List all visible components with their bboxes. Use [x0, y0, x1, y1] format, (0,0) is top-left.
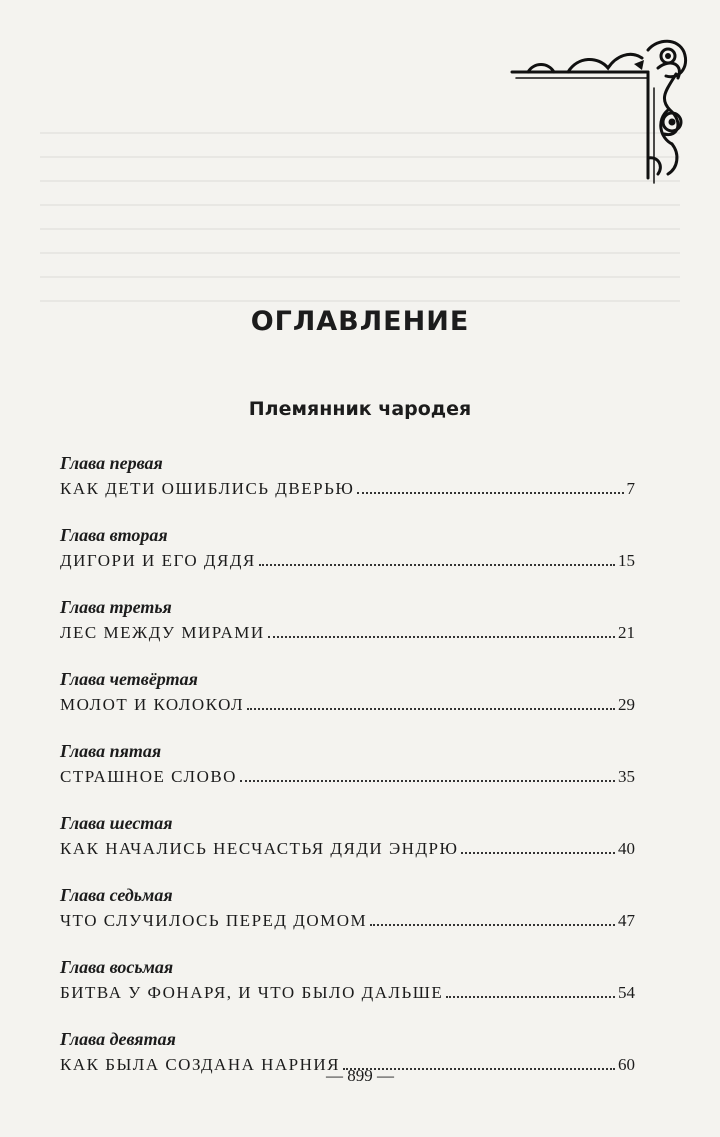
chapter-label: Глава девятая: [60, 1029, 176, 1049]
book-title: Племянник чародея: [248, 398, 472, 420]
chapter-title: КАК ДЕТИ ОШИБЛИСЬ ДВЕРЬЮ: [60, 479, 355, 498]
table-of-contents: [60, 452, 635, 1100]
chapter-label: Глава четвёртая: [60, 669, 198, 689]
chapter-title: ЛЕС МЕЖДУ МИРАМИ: [60, 623, 265, 642]
page-number: — 899 —: [326, 1066, 394, 1085]
toc-entry[interactable]: [60, 524, 635, 592]
page-heading: ОГЛАВЛЕНИЕ: [250, 306, 470, 337]
chapter-label: Глава пятая: [60, 741, 162, 761]
dot-leader: [370, 923, 615, 926]
dot-leader: [268, 635, 615, 638]
chapter-label: Глава первая: [60, 453, 163, 473]
toc-entry[interactable]: [60, 668, 635, 736]
chapter-page-number: 29: [618, 695, 635, 714]
toc-entry[interactable]: [60, 452, 635, 520]
chapter-title: МОЛОТ И КОЛОКОЛ: [60, 695, 245, 714]
chapter-title: КАК БЫЛА СОЗДАНА НАРНИЯ: [60, 1055, 341, 1074]
chapter-page-number: 7: [626, 479, 635, 498]
dot-leader: [259, 563, 615, 566]
dot-leader: [461, 851, 615, 854]
chapter-title: СТРАШНОЕ СЛОВО: [60, 767, 237, 786]
chapter-title: ДИГОРИ И ЕГО ДЯДЯ: [60, 551, 256, 570]
dot-leader: [240, 779, 615, 782]
dot-leader: [357, 491, 623, 494]
chapter-page-number: 47: [618, 911, 635, 930]
chapter-label: Глава шестая: [60, 813, 173, 833]
chapter-page-number: 21: [618, 623, 635, 642]
toc-entry[interactable]: [60, 596, 635, 664]
dot-leader: [446, 995, 615, 998]
toc-entry[interactable]: [60, 884, 635, 952]
chapter-page-number: 15: [618, 551, 635, 570]
chapter-page-number: 40: [618, 839, 635, 858]
toc-entry[interactable]: [60, 812, 635, 880]
toc-entry[interactable]: [60, 740, 635, 808]
chapter-page-number: 60: [618, 1055, 635, 1074]
chapter-page-number: 54: [618, 983, 635, 1002]
celtic-corner-ornament-icon: [508, 28, 698, 188]
dot-leader: [247, 707, 615, 710]
chapter-title: ЧТО СЛУЧИЛОСЬ ПЕРЕД ДОМОМ: [60, 911, 368, 930]
chapter-label: Глава третья: [60, 597, 172, 617]
chapter-title: БИТВА У ФОНАРЯ, И ЧТО БЫЛО ДАЛЬШЕ: [60, 983, 444, 1002]
chapter-label: Глава седьмая: [60, 885, 173, 905]
chapter-label: Глава вторая: [60, 525, 168, 545]
chapter-title: КАК НАЧАЛИСЬ НЕСЧАСТЬЯ ДЯДИ ЭНДРЮ: [60, 839, 459, 858]
toc-entry[interactable]: [60, 956, 635, 1024]
chapter-page-number: 35: [618, 767, 635, 786]
chapter-label: Глава восьмая: [60, 957, 174, 977]
